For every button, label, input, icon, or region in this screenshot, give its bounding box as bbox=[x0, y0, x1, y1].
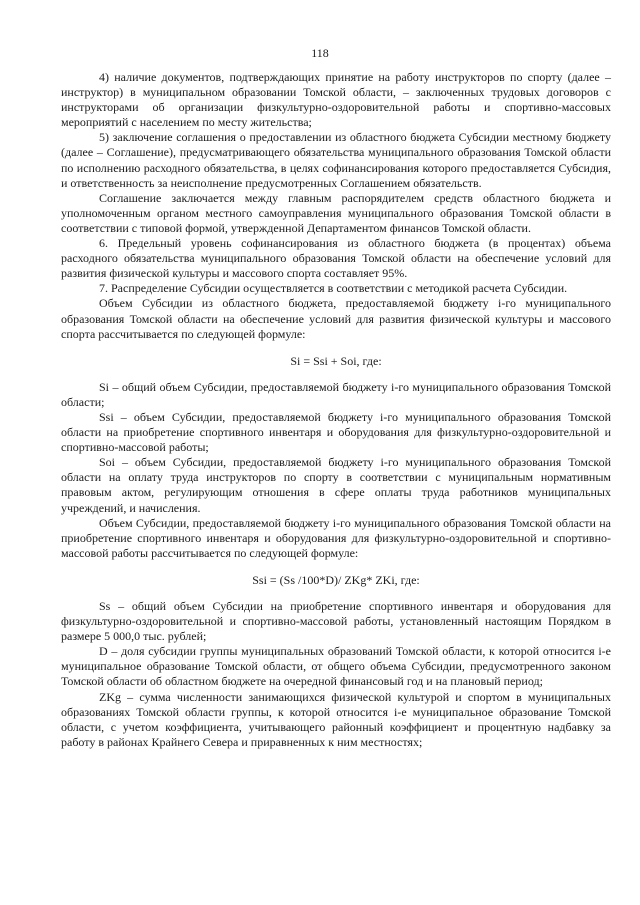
definition-d: D – доля субсидии группы муниципальных образований Томской области, к которой относится i-е муниципальное образование Томской области, от общего объема Субсидии, предусмотренного законом Томской области об областном бюджете на очередной финансовый год и на плановый период; bbox=[61, 644, 611, 689]
document-body bbox=[61, 70, 611, 750]
paragraph-item-6: 6. Предельный уровень софинансирования из областного бюджета (в процентах) объема расходного обязательства муниципального образования Томской области на обеспечение условий для развития физической культуры и массового спорта составляет 95%. bbox=[61, 236, 611, 281]
formula-si: Si = Ssi + Soi, где: bbox=[290, 353, 382, 368]
definition-ss: Ss – общий объем Субсидии на приобретение спортивного инвентаря и оборудования для физкультурно-оздоровительной и спортивно-массовой работы, установленный настоящим Порядком в размере 5 000,0 тыс. рублей; bbox=[61, 599, 611, 644]
definition-zkg: ZKg – сумма численности занимающихся физической культурой и спортом в муниципальных образованиях Томской области группы, к которой относится i-е муниципальное образование Томской области, с учетом коэффициента, учитывающего районный коэффициент и процентную надбавку за работу в районах Крайнего Севера и приравненных к ним местностях; bbox=[61, 689, 611, 749]
paragraph-item-5: 5) заключение соглашения о предоставлении из областного бюджета Субсидии местному бюджету (далее – Соглашение), предусматривающего обязательства муниципального образования Томской области по исполнению расходного обязательства, в целях софинансирования которого предоставляется Субсидия, и ответственность за неисполнение предусмотренных Соглашением обязательств. bbox=[61, 130, 611, 190]
definition-soi: Soi – объем Субсидии, предоставляемой бюджету i-го муниципального образования Томской области на оплату труда инструкторов по спорту в соответствии с муниципальным нормативным правовым актом, регулирующим отношения в сфере оплаты труда работников муниципальных учреждений, и начисления. bbox=[61, 455, 611, 515]
paragraph-subsidy-volume: Объем Субсидии из областного бюджета, предоставляемой бюджету i-го муниципального образования Томской области на обеспечение условий для развития физической культуры и массового спорта рассчитывается по следующей формуле: bbox=[61, 296, 611, 341]
definition-si: Si – общий объем Субсидии, предоставляемой бюджету i-го муниципального образования Томской области; bbox=[61, 379, 611, 409]
paragraph-ssi-volume: Объем Субсидии, предоставляемой бюджету i-го муниципального образования Томской области на приобретение спортивного инвентаря и оборудования для физкультурно-оздоровительной и спортивно-массовой работы рассчитывается по следующей формуле: bbox=[61, 515, 611, 560]
paragraph-agreement: Соглашение заключается между главным распорядителем средств областного бюджета и уполномоченным органом местного самоуправления муниципального образования Томской области в соответствии с типовой формой, утвержденной Департаментом финансов Томской области. bbox=[61, 190, 611, 235]
paragraph-item-7: 7. Распределение Субсидии осуществляется в соответствии с методикой расчета Субсидии. bbox=[99, 281, 568, 296]
paragraph-item-4: 4) наличие документов, подтверждающих принятие на работу инструкторов по спорту (далее – инструктор) в муниципальном образовании Томской области, – заключенных трудовых договоров с инструкторами об организации физкультурно-оздоровительной работы и спортивно-массовых мероприятий с населением по месту жительства; bbox=[61, 70, 611, 130]
page-number: 118 bbox=[311, 46, 329, 60]
definition-ssi: Ssi – объем Субсидии, предоставляемой бюджету i-го муниципального образования Томской области на приобретение спортивного инвентаря и оборудования для физкультурно-оздоровительной и спортивно-массовой работы; bbox=[61, 409, 611, 455]
formula-ssi: Ssi = (Ss /100*D)/ ZKg* ZKi, где: bbox=[252, 572, 420, 587]
